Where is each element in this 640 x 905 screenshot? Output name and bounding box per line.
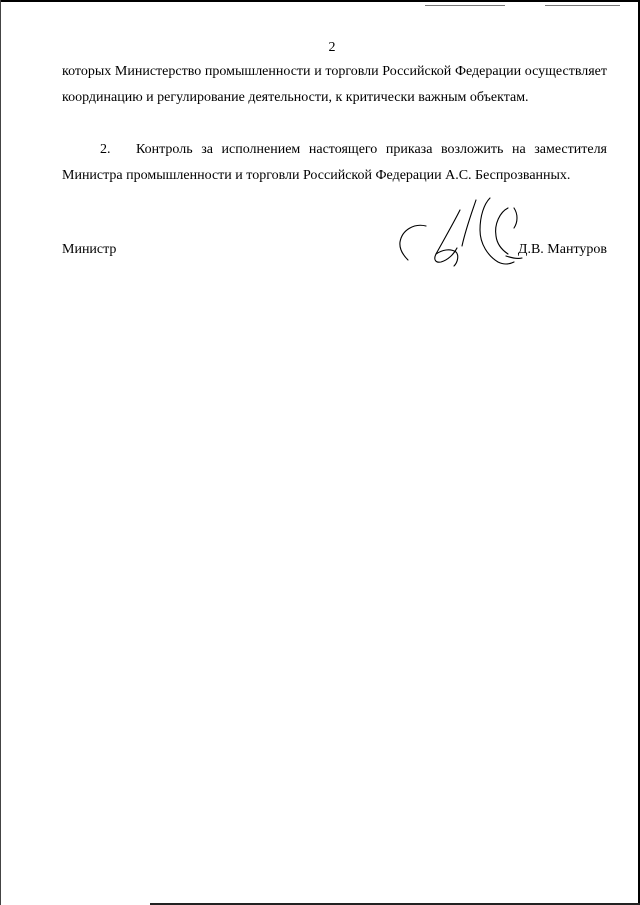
item-number: 2.: [100, 142, 111, 157]
page-number: 2: [328, 40, 336, 55]
paragraph-continuation: которых Министерство промышленности и торговли Российской Федерации осуществляет координацию и регулирование деятельности, к критически важным объектам.: [62, 64, 607, 105]
scan-streak: [425, 5, 505, 6]
handwritten-signature: [396, 190, 546, 275]
item-text: Контроль за исполнением настоящего приказа возложить на заместителя Министра промышленности и торговли Российской Федерации А.С. Беспрозванных.: [62, 142, 607, 183]
scan-streak: [545, 5, 620, 6]
scan-edge-left: [0, 0, 1, 905]
paragraph-item-2: [62, 137, 607, 189]
scan-edge-top: [0, 0, 640, 2]
signatory-name: Д.В. Мантуров: [517, 242, 607, 257]
signatory-title: Министр: [62, 242, 117, 257]
